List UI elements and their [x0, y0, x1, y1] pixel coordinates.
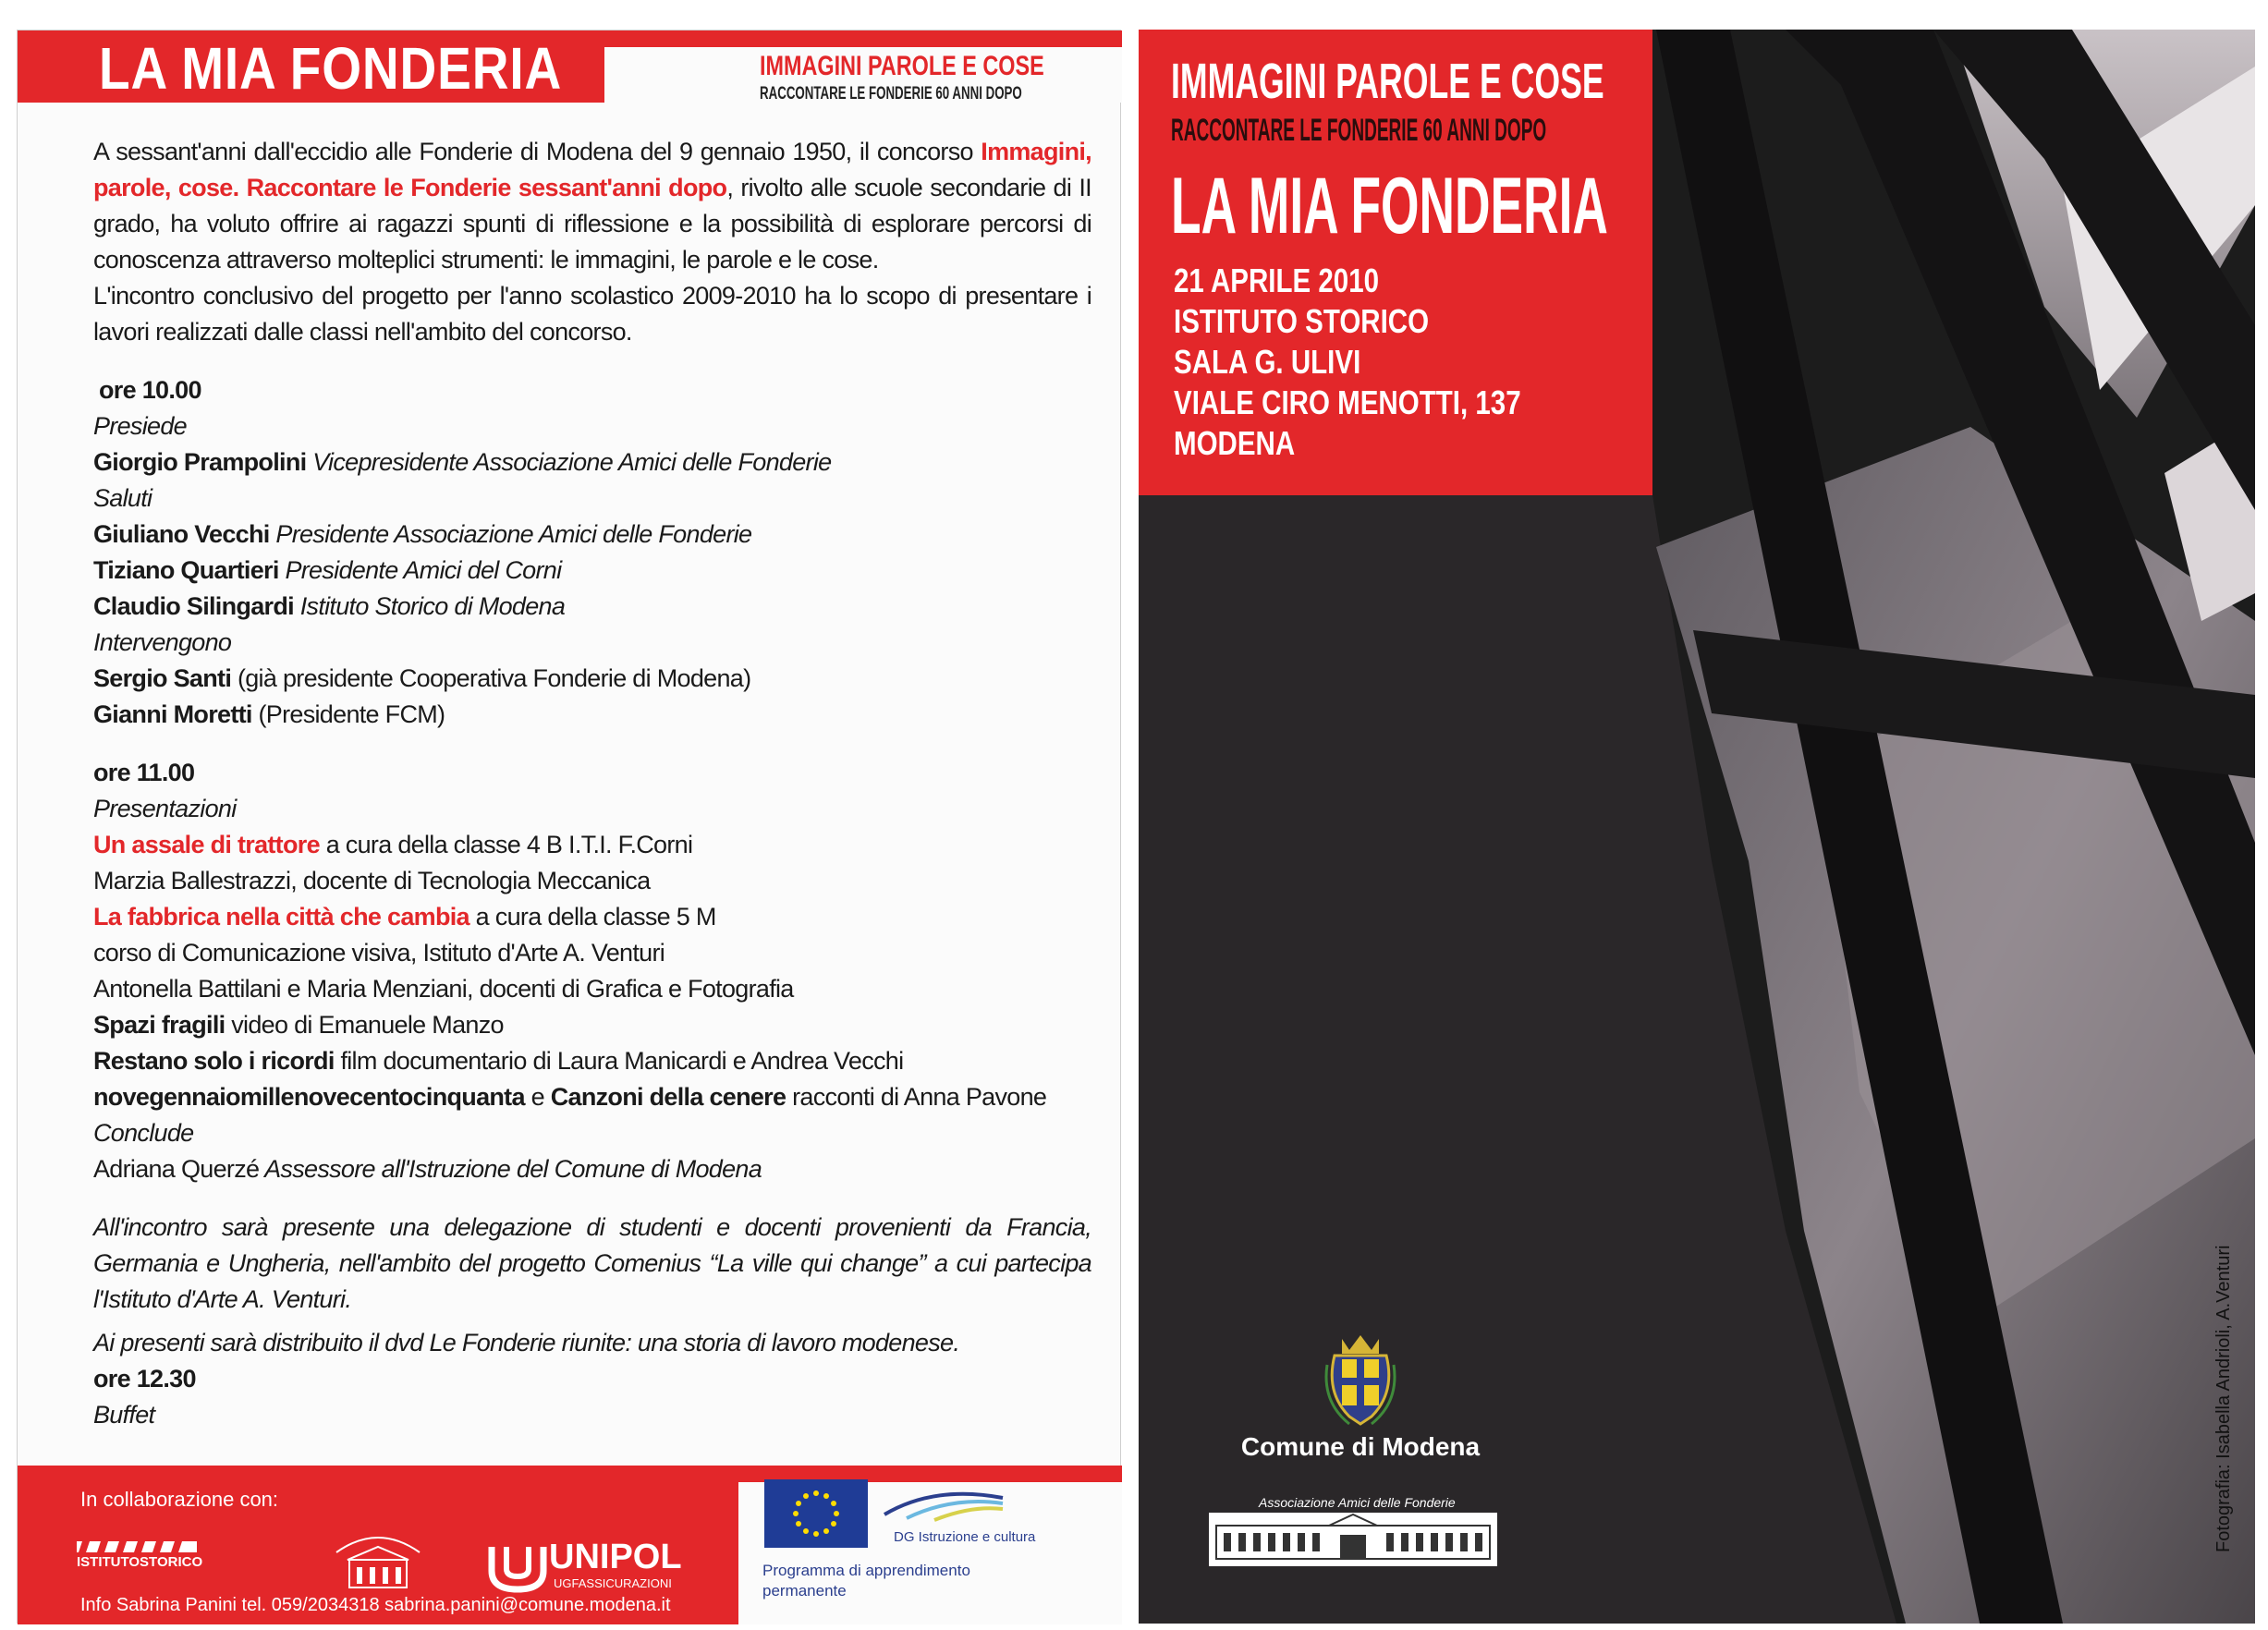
presiede-label: Presiede — [93, 412, 187, 440]
intro-text-b: , rivolto alle scuole secondarie di II grado, ha voluto offrire ai ragazzi spunti di riflessione e la possibilità di esplorare percorsi di conoscenza attraverso molteplici strumenti: le immagini, le parole e le cose. — [93, 174, 1091, 274]
left-subtitle-1: IMMAGINI PAROLE E COSE — [760, 51, 1044, 81]
speaker-name: Sergio Santi — [93, 664, 232, 692]
event-city: MODENA — [1174, 424, 1296, 462]
work-conj: e — [524, 1083, 551, 1111]
session-time: ore 12.30 — [93, 1365, 196, 1393]
eu-flag-icon — [764, 1479, 868, 1548]
event-room: SALA G. ULIVI — [1174, 343, 1361, 381]
speaker-name: Adriana Querzé — [93, 1155, 260, 1183]
program-entry — [93, 589, 1091, 625]
fonderie-building-logo — [1209, 1513, 1497, 1566]
speaker-role: Presidente Amici del Corni — [278, 556, 562, 584]
program-entry — [93, 1043, 1091, 1079]
intervengono-label: Intervengono — [93, 628, 232, 656]
program-entry — [93, 1007, 1091, 1043]
work-teacher: Antonella Battilani e Maria Menziani, docenti di Grafica e Fotografia — [93, 975, 794, 1003]
amici-del-corni-logo — [327, 1521, 429, 1595]
comune-logo-text: Comune di Modena — [1240, 1432, 1481, 1461]
delegation-note: All'incontro sarà presente una delegazione di studenti e docenti provenienti da Francia, Germania e Ungheria, nell'ambito del progetto Comenius “La ville qui change” a cui partecipa l'Istituto d'Arte A. Venturi. — [93, 1213, 1091, 1313]
program-entry — [93, 553, 1091, 589]
program-entry — [93, 444, 1091, 480]
cover-subtitle-1: IMMAGINI PAROLE E COSE — [1171, 54, 1604, 109]
dg-label: DG Istruzione e cultura — [894, 1529, 1036, 1545]
event-venue: ISTITUTO STORICO — [1174, 302, 1430, 340]
speaker-role: (Presidente FCM) — [251, 700, 445, 728]
unipol-subtext: UGFASSICURAZIONI — [554, 1576, 672, 1590]
work-title: novegennaiomillenovecentocinquanta — [93, 1083, 525, 1111]
work-title: Restano solo i ricordi — [93, 1047, 335, 1075]
saluti-label: Saluti — [93, 484, 152, 512]
work-desc: film documentario di Laura Manicardi e Andrea Vecchi — [334, 1047, 904, 1075]
left-title: LA MIA FONDERIA — [99, 35, 563, 102]
work-desc: racconti di Anna Pavone — [786, 1083, 1047, 1111]
event-address: VIALE CIRO MENOTTI, 137 — [1174, 383, 1521, 421]
unipol-text: UNIPOL — [549, 1538, 682, 1576]
speaker-role: Vicepresidente Associazione Amici delle Fonderie — [306, 448, 832, 476]
programma-label: Programma di apprendimento permanente — [762, 1562, 970, 1600]
cover-page — [1139, 30, 2255, 1624]
speaker-name: Tiziano Quartieri — [93, 556, 279, 584]
left-subtitle-2: RACCONTARE LE FONDERIE 60 ANNI DOPO — [760, 84, 1022, 103]
intro-paragraph-2: L'incontro conclusivo del progetto per l'anno scolastico 2009-2010 ha lo scopo di presentare i lavori realizzati dalle classi nell'ambito del concorso. — [93, 282, 1091, 346]
speaker-name: Gianni Moretti — [93, 700, 252, 728]
speaker-name: Claudio Silingardi — [93, 592, 294, 620]
speaker-name: Giorgio Prampolini — [93, 448, 307, 476]
work-title: Spazi fragili — [93, 1011, 226, 1039]
session-time: ore 11.00 — [93, 759, 195, 786]
buffet-label: Buffet — [93, 1401, 155, 1429]
work-desc: video di Emanuele Manzo — [225, 1011, 504, 1039]
work-title: Canzoni della cenere — [550, 1083, 786, 1111]
speaker-role: (già presidente Cooperativa Fonderie di Modena) — [231, 664, 751, 692]
work-desc: a cura della classe 4 B I.T.I. F.Corni — [319, 831, 693, 858]
contest-name: Immagini, parole, cose. Raccontare le Fonderie sessant'anni dopo — [93, 138, 1091, 201]
work-title: La fabbrica nella città che cambia — [93, 903, 469, 931]
event-date: 21 APRILE 2010 — [1174, 262, 1380, 299]
program-entry — [93, 827, 1091, 863]
program-entry — [93, 661, 1091, 697]
program-entry — [93, 517, 1091, 553]
session-time: ore 10.00 — [99, 376, 201, 404]
program-page — [17, 30, 1121, 1624]
modena-crest-icon — [1322, 1328, 1399, 1429]
conclude-label: Conclude — [93, 1119, 194, 1147]
speaker-role: Presidente Associazione Amici delle Fonderie — [269, 520, 752, 548]
work-course: corso di Comunicazione visiva, Istituto d'Arte A. Venturi — [93, 939, 665, 967]
work-teacher: Marzia Ballestrazzi, docente di Tecnologia Meccanica — [93, 867, 651, 894]
intro-text-a: A sessant'anni dall'eccidio alle Fonderie di Modena del 9 gennaio 1950, il concorso — [93, 138, 982, 165]
program-entry — [93, 1151, 1091, 1187]
dg-istruzione-icon — [879, 1483, 1008, 1529]
speaker-name: Giuliano Vecchi — [93, 520, 270, 548]
program-entry — [93, 899, 1091, 935]
presentazioni-label: Presentazioni — [93, 795, 237, 822]
unipol-icon — [484, 1539, 558, 1595]
work-title: Un assale di trattore — [93, 831, 320, 858]
event-details — [1174, 261, 1521, 464]
program-entry — [93, 697, 1091, 733]
program-body — [93, 134, 1091, 1433]
collab-label: In collaborazione con: — [80, 1488, 279, 1511]
contact-info: Info Sabrina Panini tel. 059/2034318 sabrina.panini@comune.modena.it — [80, 1595, 671, 1615]
dvd-note: Ai presenti sarà distribuito il dvd Le Fonderie riunite: una storia di lavoro modenese. — [93, 1329, 960, 1356]
speaker-role: Assessore all'Istruzione del Comune di Modena — [259, 1155, 762, 1183]
istituto-storico-text: ISTITUTOSTORICO — [77, 1554, 203, 1570]
intro-paragraph — [93, 134, 1091, 278]
cover-title-box — [1139, 30, 1652, 495]
cover-title: LA MIA FONDERIA — [1171, 162, 1608, 250]
photo-credit: Fotografia: Isabella Andrioli, A.Venturi — [2213, 1245, 2234, 1552]
cover-subtitle-2: RACCONTARE LE FONDERIE 60 ANNI DOPO — [1171, 113, 1547, 148]
program-entry — [93, 1079, 1091, 1115]
speaker-role: Istituto Storico di Modena — [293, 592, 566, 620]
assoc-logo-text: Associazione Amici delle Fonderie — [1259, 1495, 1456, 1510]
work-desc: a cura della classe 5 M — [469, 903, 716, 931]
